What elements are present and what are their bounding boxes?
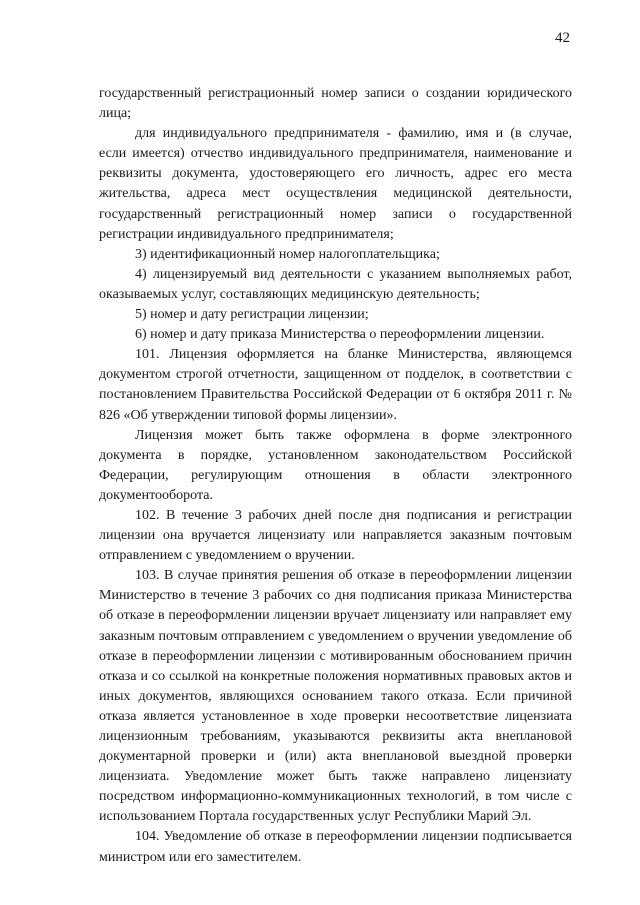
paragraph-item-3-tax-number: 3) идентификационный номер налогоплательщика; [135,246,440,262]
paragraph-item-4-activity-type: 4) лицензируемый вид деятельности с указанием выполняемых работ, оказываемых услуг, составляющих медицинскую деятельность; [99,266,572,302]
paragraph-item-5-registration: 5) номер и дату регистрации лицензии; [135,307,369,323]
paragraph-item-6-order: 6) номер и дату приказа Министерства о переоформлении лицензии. [135,327,545,343]
paragraph-102-delivery: 102. В течение 3 рабочих дней после дня подписания и регистрации лицензии она вручается лицензиату или направляется заказным почтовым отправлением с уведомлением о вручении. [99,507,572,564]
paragraph-individual-entrepreneur: для индивидуального предпринимателя - фамилию, имя и (в случае, если имеется) отчество индивидуального предпринимателя, наименование и реквизиты документа, удостоверяющего его личность, адрес его места жительства, адреса мест осуществления медицинской деятельности, государственный регистрационный номер записи о государственной регистрации индивидуального предпринимателя; [99,126,572,242]
paragraph-legal-entity-registration: государственный регистрационный номер записи о создании юридического лица; [99,86,572,122]
paragraph-103-refusal: 103. В случае принятия решения об отказе в переоформлении лицензии Министерство в течение 3 рабочих со дня подписания приказа Министерства об отказе в переоформлении лицензии вручает лицензиату или направляет ему заказным почтовым отправлением с уведомлением о вручении уведомление об отказе в переоформлении лицензии с мотивированным обоснованием причин отказа и со ссылкой на конкретные положения нормативных правовых актов и иных документов, являющихся основанием такого отказа. Если причиной отказа является установленное в ходе проверки несоответствие лицензиата лицензионным требованиям, указываются реквизиты акта внеплановой документарной проверки и (или) акта внеплановой выездной проверки лицензиата. Уведомление может быть также направлено лицензиату посредством информационно-коммуникационных технологий, в том числе с использованием Портала государственных услуг Республики Марий Эл. [99,568,572,825]
paragraph-104-signature: 104. Уведомление об отказе в переоформлении лицензии подписывается министром или его заместителем. [99,829,572,865]
paragraph-101-license-form: 101. Лицензия оформляется на бланке Министерства, являющемся документом строгой отчетности, защищенном от подделок, в соответствии с постановлением Правительства Российской Федерации от 6 октября 2011 г. № 826 «Об утверждении типовой формы лицензии». [99,347,572,423]
paragraph-electronic-license: Лицензия может быть также оформлена в форме электронного документа в порядке, установленном законодательством Российской Федерации, регулирующим отношения в области электронного документооборота. [99,427,572,503]
document-body [99,84,572,868]
page-number: 42 [555,30,570,46]
